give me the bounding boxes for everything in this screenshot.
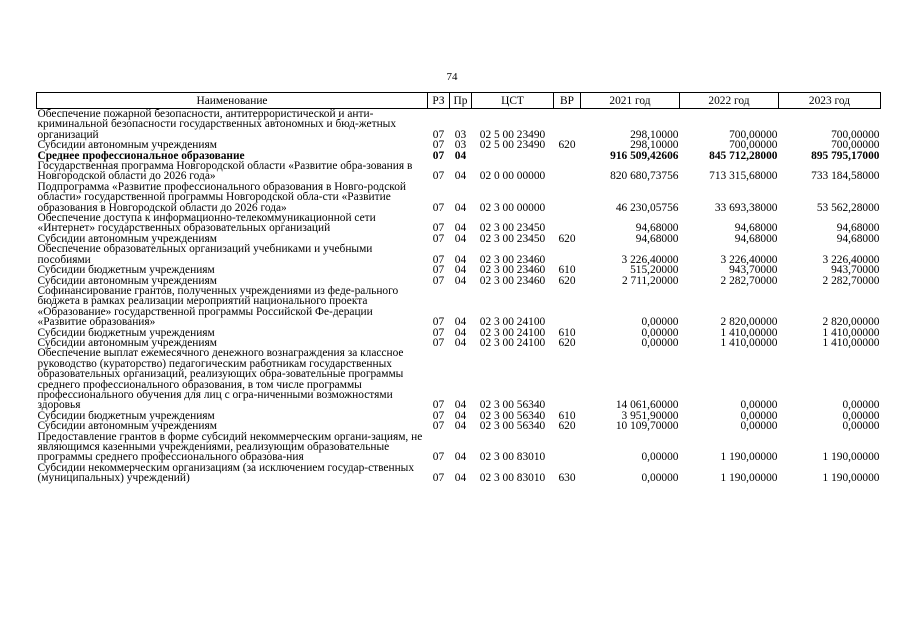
cell-2022: 3 226,40000 <box>720 253 778 266</box>
cell-2022: 0,00000 <box>740 409 778 422</box>
cell-pr: 04 <box>454 170 467 183</box>
cell-rz: 07 <box>432 326 445 339</box>
cell-vr: 630 <box>558 472 576 485</box>
cell-2021: 515,20000 <box>630 264 679 277</box>
cell-pr: 04 <box>454 264 467 277</box>
cell-rz: 07 <box>432 472 445 485</box>
cell-2021: 46 230,05756 <box>615 201 679 214</box>
cell-2022: 94,68000 <box>734 232 778 245</box>
cell-pr: 04 <box>454 232 467 245</box>
cell-rz: 07 <box>432 451 445 464</box>
cell-2021: 0,00000 <box>641 316 679 329</box>
cell-pr: 04 <box>454 222 467 235</box>
cell-cst: 02 3 00 83010 <box>479 472 546 485</box>
cell-pr: 04 <box>454 420 467 433</box>
cell-2022: 94,68000 <box>734 222 778 235</box>
table-row <box>37 182 881 213</box>
cell-cst: 02 3 00 24100 <box>479 336 546 349</box>
cell-2023: 1 410,00000 <box>822 336 880 349</box>
cell-pr: 04 <box>454 399 467 412</box>
cell-rz: 07 <box>432 399 445 412</box>
cell-2022: 2 282,70000 <box>720 274 778 287</box>
cell-name: Субсидии некоммерческим организациям (за исключением государ-ственных (муниципальных) учреждений) <box>37 461 415 485</box>
cell-2022: 1 410,00000 <box>720 336 778 349</box>
cell-vr: 620 <box>558 139 576 152</box>
cell-2023: 94,68000 <box>836 232 880 245</box>
cell-vr <box>554 213 581 234</box>
cell-rz: 07 <box>432 253 445 266</box>
cell-pr: 03 <box>454 128 467 141</box>
cell-2021: 298,10000 <box>630 139 679 152</box>
cell-name: Предоставление грантов в форме субсидий некоммерческим органи-зациям, не являющимся казенными учреждениями, реализующим образовательные программы среднего профессионального образова-ния <box>37 430 423 464</box>
cell-2021: 916 509,42606 <box>610 149 679 162</box>
cell-name: Обеспечение образовательных организаций учебниками и учебными пособиями <box>37 243 373 266</box>
cell-cst: 02 5 00 23490 <box>479 128 546 141</box>
cell-vr <box>554 432 581 463</box>
cell-name: Обеспечение выплат ежемесячного денежного вознаграждения за классное руководство (кураторство) педагогическим работникам государственных образовательных организаций, реализующих обра-зовательные программы среднего профессионального образования, в том числе программы профессионального обучения для лиц с огра-ниченными возможностями здоровья <box>37 347 404 412</box>
cell-2021: 0,00000 <box>641 336 679 349</box>
cell-vr <box>554 244 581 265</box>
table-row <box>37 286 881 328</box>
header-2021: 2021 год <box>581 93 680 109</box>
cell-cst: 02 3 00 23450 <box>479 232 546 245</box>
cell-vr: 620 <box>558 336 576 349</box>
cell-cst: 02 3 00 56340 <box>479 420 546 433</box>
cell-2021: 14 061,60000 <box>615 399 679 412</box>
cell-name: Обеспечение пожарной безопасности, антитеррористической и анти-криминальной безопасности государственных автономных и бюд-жетных организаций <box>37 108 397 141</box>
cell-cst: 02 3 00 56340 <box>479 399 546 412</box>
cell-rz: 07 <box>432 232 445 245</box>
cell-pr: 04 <box>454 326 467 339</box>
table-row <box>37 432 881 463</box>
cell-cst: 02 0 00 00000 <box>479 170 546 183</box>
cell-name: Субсидии автономным учреждениям <box>37 232 217 245</box>
cell-2021: 94,68000 <box>635 222 679 235</box>
cell-2021: 0,00000 <box>641 451 679 464</box>
cell-2023: 0,00000 <box>842 420 880 433</box>
table-row <box>37 265 881 275</box>
cell-cst: 02 3 00 24100 <box>479 316 546 329</box>
cell-2022: 0,00000 <box>740 399 778 412</box>
cell-2021: 94,68000 <box>635 232 679 245</box>
cell-vr <box>554 109 581 141</box>
table-body <box>37 109 881 484</box>
header-cst: ЦСТ <box>472 93 554 109</box>
header-vr: ВР <box>554 93 581 109</box>
cell-name: Субсидии автономным учреждениям <box>37 420 217 433</box>
table-row <box>37 463 881 484</box>
cell-2022: 700,00000 <box>729 139 778 152</box>
cell-cst: 02 3 00 24100 <box>479 326 546 339</box>
cell-rz: 07 <box>432 170 445 183</box>
table-row <box>37 213 881 234</box>
cell-rz: 07 <box>432 128 445 141</box>
cell-name: Обеспечение доступа к информационно-телекоммуникационной сети «Интернет» государственных образовательных организаций <box>37 212 376 235</box>
cell-2021: 298,10000 <box>630 128 679 141</box>
cell-2023: 94,68000 <box>836 222 880 235</box>
cell-rz: 07 <box>432 336 445 349</box>
cell-vr: 610 <box>558 264 576 277</box>
cell-2022: 1 190,00000 <box>720 472 778 485</box>
cell-rz: 07 <box>432 222 445 235</box>
cell-vr: 620 <box>558 420 576 433</box>
cell-2021: 3 951,90000 <box>621 409 679 422</box>
cell-2023: 0,00000 <box>842 409 880 422</box>
cell-pr: 04 <box>454 336 467 349</box>
cell-2021: 10 109,70000 <box>615 420 679 433</box>
cell-2023: 3 226,40000 <box>822 253 880 266</box>
page-number: 74 <box>446 71 458 83</box>
cell-2022: 1 410,00000 <box>720 326 778 339</box>
cell-cst: 02 3 00 83010 <box>479 451 546 464</box>
cell-name: Субсидии бюджетным учреждениям <box>37 264 215 277</box>
header-2023: 2023 год <box>779 93 881 109</box>
cell-rz: 07 <box>432 409 445 422</box>
cell-pr: 04 <box>454 472 467 485</box>
cell-cst: 02 3 00 23460 <box>479 264 546 277</box>
cell-name: Субсидии автономным учреждениям <box>37 274 217 287</box>
cell-2022: 700,00000 <box>729 128 778 141</box>
cell-2021: 3 226,40000 <box>621 253 679 266</box>
cell-2023: 733 184,58000 <box>811 170 880 183</box>
cell-2023: 2 820,00000 <box>822 316 880 329</box>
cell-rz: 07 <box>432 149 445 162</box>
cell-pr: 04 <box>454 451 467 464</box>
table-row <box>37 109 881 141</box>
cell-2023: 1 190,00000 <box>822 451 880 464</box>
cell-name: Подпрограмма «Развитие профессионального образования в Новго-родской области» государственной программы Новгородской обла-сти «Развитие образования в Новгородской области до 2026 года» <box>37 180 407 214</box>
cell-vr <box>554 286 581 328</box>
cell-2023: 53 562,28000 <box>816 201 880 214</box>
cell-name: Среднее профессиональное образование <box>37 149 245 162</box>
cell-2023: 700,00000 <box>831 128 880 141</box>
cell-2023: 0,00000 <box>842 399 880 412</box>
cell-rz: 07 <box>432 139 445 152</box>
header-name: Наименование <box>37 93 428 109</box>
cell-name: Софинансирование грантов, полученных учреждениями из феде-рального бюджета в рамках реализации мероприятий национального проекта «Образование» государственной программы Российской Фе-дерации «Развитие образования» <box>37 284 399 329</box>
cell-cst: 02 3 00 23460 <box>479 274 546 287</box>
cell-name: Субсидии автономным учреждениям <box>37 139 217 152</box>
cell-2023: 943,70000 <box>831 264 880 277</box>
cell-2023: 895 795,17000 <box>811 149 880 162</box>
header-rz: РЗ <box>428 93 450 109</box>
cell-pr: 04 <box>454 253 467 266</box>
cell-vr <box>554 161 581 182</box>
cell-2023: 1 190,00000 <box>822 472 880 485</box>
cell-2022: 0,00000 <box>740 420 778 433</box>
cell-cst <box>472 151 554 161</box>
cell-2021: 0,00000 <box>641 472 679 485</box>
cell-2023: 700,00000 <box>831 139 880 152</box>
table-row <box>37 244 881 265</box>
cell-rz: 07 <box>432 274 445 287</box>
cell-rz: 07 <box>432 420 445 433</box>
cell-2022: 943,70000 <box>729 264 778 277</box>
cell-2023: 1 410,00000 <box>822 326 880 339</box>
cell-vr <box>554 348 581 410</box>
table-row <box>37 348 881 410</box>
cell-pr: 03 <box>454 139 467 152</box>
cell-pr: 04 <box>454 409 467 422</box>
cell-vr: 620 <box>558 232 576 245</box>
cell-pr: 04 <box>454 274 467 287</box>
cell-cst: 02 5 00 23490 <box>479 139 546 152</box>
budget-table <box>36 92 881 484</box>
cell-2022: 33 693,38000 <box>714 201 778 214</box>
cell-vr <box>554 182 581 213</box>
cell-2022: 845 712,28000 <box>709 149 778 162</box>
cell-pr: 04 <box>454 201 467 214</box>
cell-2021: 2 711,20000 <box>621 274 679 287</box>
cell-2021: 0,00000 <box>641 326 679 339</box>
cell-2022: 1 190,00000 <box>720 451 778 464</box>
cell-cst: 02 3 00 56340 <box>479 409 546 422</box>
cell-name: Субсидии бюджетным учреждениям <box>37 409 215 422</box>
cell-name: Государственная программа Новгородской области «Развитие обра-зования в Новгородской области до 2026 года» <box>37 160 413 183</box>
table-header-row <box>37 93 881 109</box>
cell-2023: 2 282,70000 <box>822 274 880 287</box>
cell-name: Субсидии автономным учреждениям <box>37 336 217 349</box>
cell-vr <box>554 151 581 161</box>
cell-name: Субсидии бюджетным учреждениям <box>37 326 215 339</box>
cell-pr: 04 <box>454 149 467 162</box>
header-2022: 2022 год <box>680 93 779 109</box>
cell-rz: 07 <box>432 264 445 277</box>
cell-2021: 820 680,73756 <box>610 170 679 183</box>
cell-pr: 04 <box>454 316 467 329</box>
cell-cst: 02 3 00 00000 <box>479 201 546 214</box>
cell-cst: 02 3 00 23450 <box>479 222 546 235</box>
table-row <box>37 161 881 182</box>
cell-rz: 07 <box>432 316 445 329</box>
cell-rz: 07 <box>432 201 445 214</box>
cell-2022: 2 820,00000 <box>720 316 778 329</box>
cell-vr: 620 <box>558 274 576 287</box>
cell-vr: 610 <box>558 409 576 422</box>
cell-2022: 713 315,68000 <box>709 170 778 183</box>
header-pr: Пр <box>450 93 472 109</box>
cell-cst: 02 3 00 23460 <box>479 253 546 266</box>
cell-vr: 610 <box>558 326 576 339</box>
